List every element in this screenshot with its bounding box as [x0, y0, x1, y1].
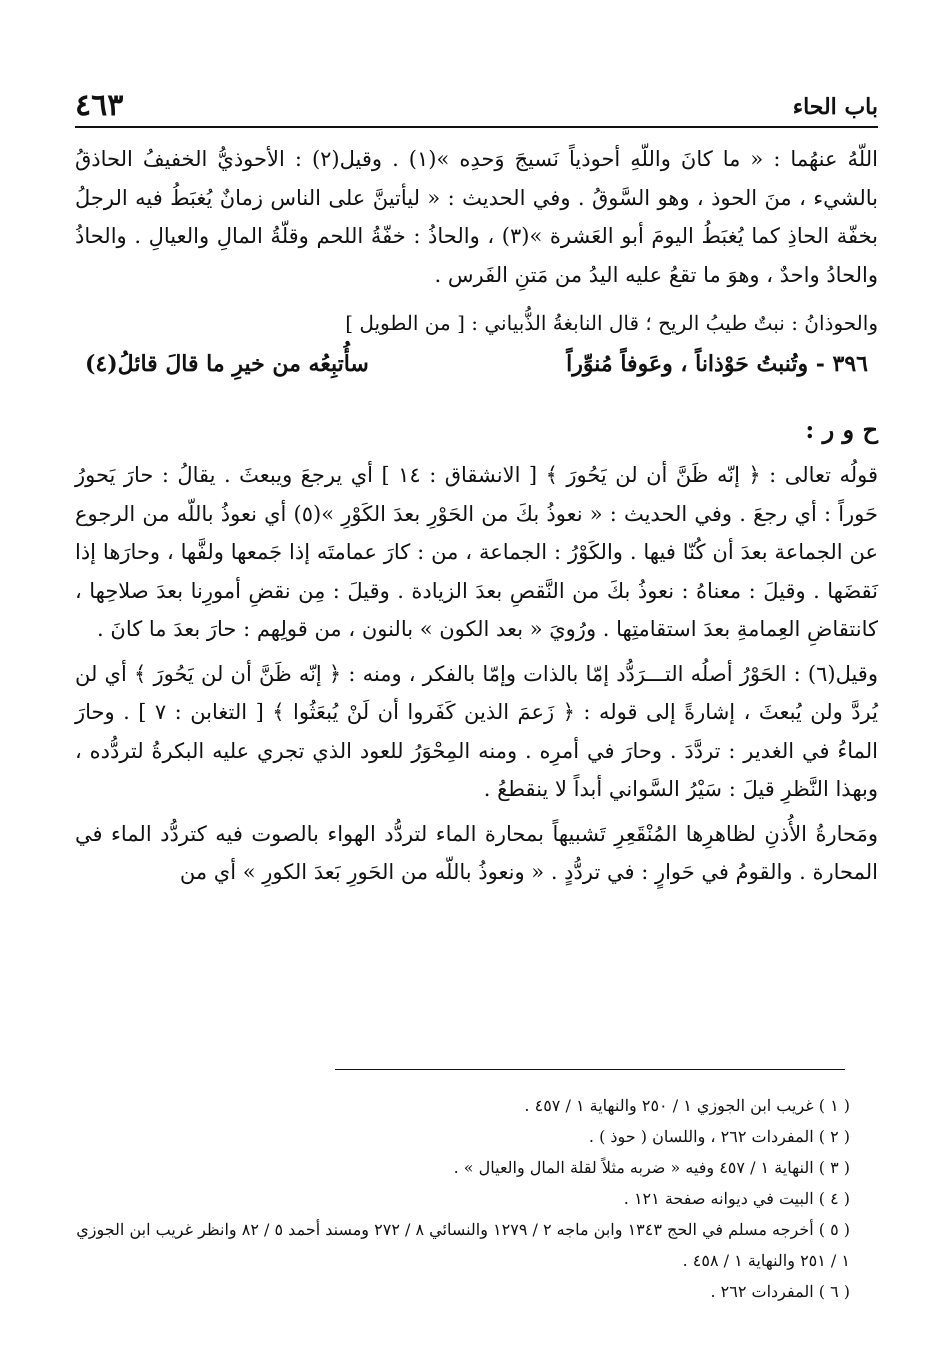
poetry-introduction: والحوذانُ : نبتٌ طيبُ الريح ؛ قال النابغةُ الذُّبياني : [ من الطويل ]: [345, 311, 878, 335]
section-title: باب الحاء: [792, 94, 878, 120]
footnote-2: ( ٢ ) المفردات ٢٦٢ ، واللسان ( حوذ ) .: [588, 1127, 850, 1146]
page-header: [75, 88, 878, 128]
page-number: ٤٦٣: [75, 88, 124, 123]
verse-first-hemistich: ٣٩٦ - وتُنبتُ حَوْذاناً ، وعَوفاً مُنوِّراً: [566, 351, 868, 377]
root-heading: ح و ر :: [805, 415, 878, 444]
footnote-1: ( ١ ) غريب ابن الجوزي ١ / ٢٥٠ والنهاية ١ / ٤٥٧ .: [524, 1096, 850, 1115]
poetry-verse: [75, 344, 878, 384]
paragraph-taraddud: وقيل(٦) : الحَوْرُ أصلُه التـــرَدُّد إمّا بالذات وإمّا بالفكر ، ومنه : ﴿ إنّه ظَنَّ أن لن يَحُورَ ﴾ أي لن يُردَّ ولن يُبعثَ ، إشارةً إلى قوله : ﴿ زَعمَ الذين كَفَروا أن لَنْ يُبعَثُوا ﴾ [ التغابن : ٧ ] . وحارَ الماءُ في الغدير : تردَّدَ . وحارَ في أمرِه . ومنه المِحْوَرُ للعود الذي تجري عليه البكرةُ لتردُّده ، وبهذا النَّظرِ قيلَ : سَيْرُ السَّواني أبداً لا ينقطعُ .: [75, 661, 878, 801]
main-text: [75, 140, 878, 898]
footnote-6: ( ٦ ) المفردات ٢٦٢ .: [710, 1282, 850, 1301]
footnote-5: ( ٥ ) أخرجه مسلم في الحج ١٣٤٣ وابن ماجه ٢ / ١٢٧٩ والنسائي ٨ / ٢٧٢ ومسند أحمد ٥ / ٨٢ وانظر غريب ابن الجوزي ١ / ٢٥١ والنهاية ١ / ٤٥٨ .: [76, 1220, 850, 1270]
paragraph-ahwadhi: اللّهُ عنهُما : « ما كانَ واللّهِ أحوذياً نَسيجَ وَحدِه »(١) . وقيل(٢) : الأحوذيُّ الخفيفُ الحاذقُ بالشيء ، منَ الحوذ ، وهو السَّوقُ . وفي الحديث : « ليأتينَّ على الناس زمانٌ يُغبَطُ فيه الرجلُ بخفّة الحاذِ كما يُغبَطُ اليومَ أبو العَشرة »(٣) ، والحاذُ : خفّةُ اللحم وقلّةُ المالِ والعيالِ . والحاذُ والحادُ واحدٌ ، وهوَ ما تقعُ عليه اليدُ من مَتنِ الفَرس .: [75, 147, 878, 287]
header-divider: [75, 126, 878, 128]
footnote-4: ( ٤ ) البيت في ديوانه صفحة ١٢١ .: [623, 1189, 850, 1208]
paragraph-mahara: ومَحارةُ الأُذنِ لظاهرِها المُنْقَعِرِ تَشبيهاً بمحارة الماء لتردُّد الهواء بالصوت فيه كتردُّد الماء في المحارة . والقومُ في حَوارٍ : في تردُّدٍ . « ونعوذُ باللّه من الحَورِ بَعدَ الكورِ » أي من: [75, 821, 878, 884]
footnote-3: ( ٣ ) النهاية ١ / ٤٥٧ وفيه « ضربه مثلاً لقلة المال والعيال » .: [453, 1158, 850, 1177]
verse-second-hemistich: سأُتبِعُه من خيرِ ما قالَ قائلُ(٤): [85, 351, 369, 377]
footnotes: [75, 1090, 850, 1307]
paragraph-hawr: قولُه تعالى : ﴿ إنّه ظَنَّ أن لن يَحُورَ ﴾ [ الانشقاق : ١٤ ] أي يرجعَ ويبعثَ . يقالُ : حارَ يَحورُ حَوراً : أي رجعَ . وفي الحديث : « نعوذُ بكَ من الحَوْرِ بعدَ الكَوْرِ »(٥) أي نعوذُ باللّه من الرجوع عن الجماعة بعدَ أن كُنّا فيها . والكَوْرُ : الجماعة ، من : كارَ عمامتَه إذا جَمعها ولفَّها ، وحارَها إذا نَقضَها . وقيلَ : معناهُ : نعوذُ بكَ من النَّقصِ بعدَ الزيادة . وقيلَ : مِن نقضِ أمورِنا بعدَ صلاحِها ، كانتقاضِ العِمامةِ بعدَ استقامتِها . ورُويَ « بعد الكون » بالنون ، من قولِهم : حارَ بعدَ ما كانَ .: [75, 463, 878, 641]
footnote-divider: [335, 1069, 845, 1070]
